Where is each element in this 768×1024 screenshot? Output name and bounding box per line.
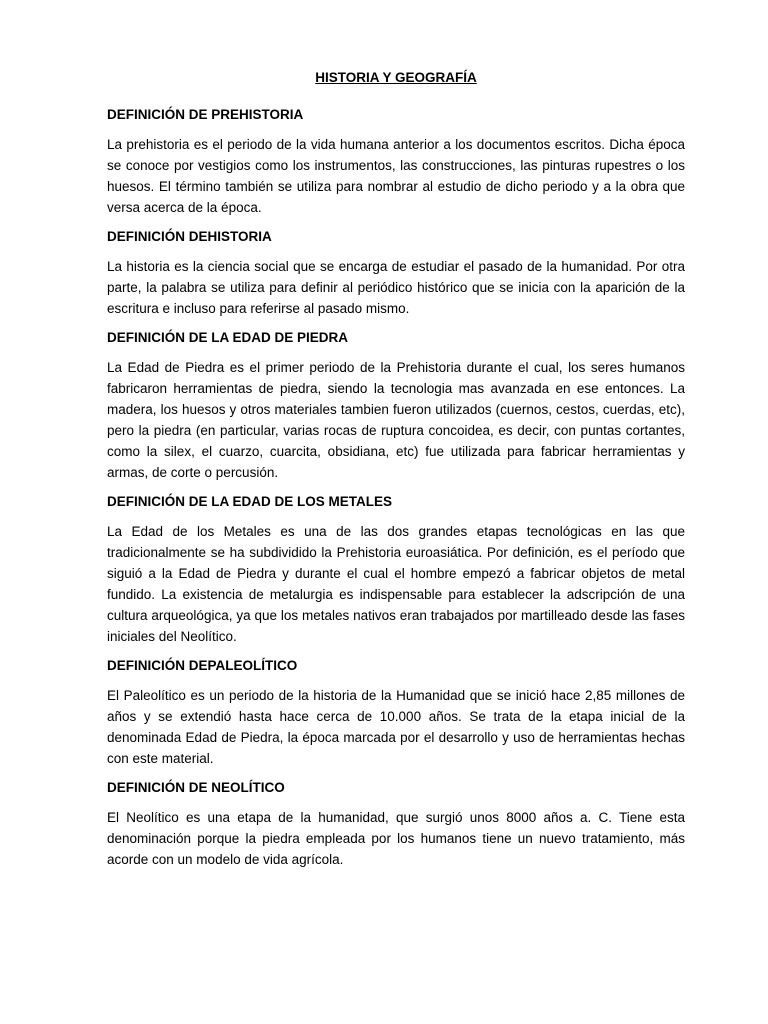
section-body: La historia es la ciencia social que se encarga de estudiar el pasado de la humanidad. Por otra parte, la palabra se utiliza para definir al periódico histórico que se inicia con la aparición de la escritura e incluso para referirse al pasado mismo. bbox=[107, 259, 685, 316]
section-neolitico bbox=[107, 778, 685, 870]
section-historia bbox=[107, 227, 685, 319]
section-heading: DEFINICIÓN DE PREHISTORIA bbox=[107, 107, 304, 122]
document-title: HISTORIA Y GEOGRAFÍA bbox=[315, 70, 477, 85]
section-body: La Edad de los Metales es una de las dos grandes etapas tecnológicas en las que tradicionalmente se ha subdividido la Prehistoria euroasiática. Por definición, es el período que siguió a la Edad de Piedra y durante el cual el hombre empezó a fabricar objetos de metal fundido. La existencia de metalurgia es indispensable para establecer la adscripción de una cultura arqueológica, ya que los metales nativos eran trabajados por martilleado desde las fases iniciales del Neolítico. bbox=[107, 524, 685, 644]
section-edad-de-piedra bbox=[107, 328, 685, 483]
section-heading: DEFINICIÓN DEHISTORIA bbox=[107, 229, 272, 244]
document-page bbox=[107, 68, 685, 879]
section-body: El Neolítico es una etapa de la humanidad, que surgió unos 8000 años a. C. Tiene esta denominación porque la piedra empleada por los humanos tiene un nuevo tratamiento, más acorde con un modelo de vida agrícola. bbox=[107, 810, 685, 867]
section-heading: DEFINICIÓN DEPALEOLÍTICO bbox=[107, 658, 298, 673]
section-body: El Paleolítico es un periodo de la historia de la Humanidad que se inició hace 2,85 millones de años y se extendió hasta hace cerca de 10.000 años. Se trata de la etapa inicial de la denominada Edad de Piedra, la época marcada por el desarrollo y uso de herramientas hechas con este material. bbox=[107, 688, 685, 766]
section-heading: DEFINICIÓN DE NEOLÍTICO bbox=[107, 780, 285, 795]
section-heading: DEFINICIÓN DE LA EDAD DE PIEDRA bbox=[107, 330, 349, 345]
section-edad-de-los-metales bbox=[107, 492, 685, 647]
section-paleolitico bbox=[107, 656, 685, 769]
section-body: La prehistoria es el periodo de la vida humana anterior a los documentos escritos. Dicha época se conoce por vestigios como los instrumentos, las construcciones, las pinturas rupestres o los huesos. El término también se utiliza para nombrar al estudio de dicho periodo y a la obra que versa acerca de la época. bbox=[107, 137, 685, 215]
section-body: La Edad de Piedra es el primer periodo de la Prehistoria durante el cual, los seres humanos fabricaron herramientas de piedra, siendo la tecnologia mas avanzada en ese entonces. La madera, los huesos y otros materiales tambien fueron utilizados (cuernos, cestos, cuerdas, etc), pero la piedra (en particular, varias rocas de ruptura concoidea, es decir, con puntas cortantes, como la silex, el cuarzo, cuarcita, obsidiana, etc) fue utilizada para fabricar herramientas y armas, de corte o percusión. bbox=[107, 360, 685, 480]
section-heading: DEFINICIÓN DE LA EDAD DE LOS METALES bbox=[107, 494, 393, 509]
section-prehistoria bbox=[107, 105, 685, 218]
